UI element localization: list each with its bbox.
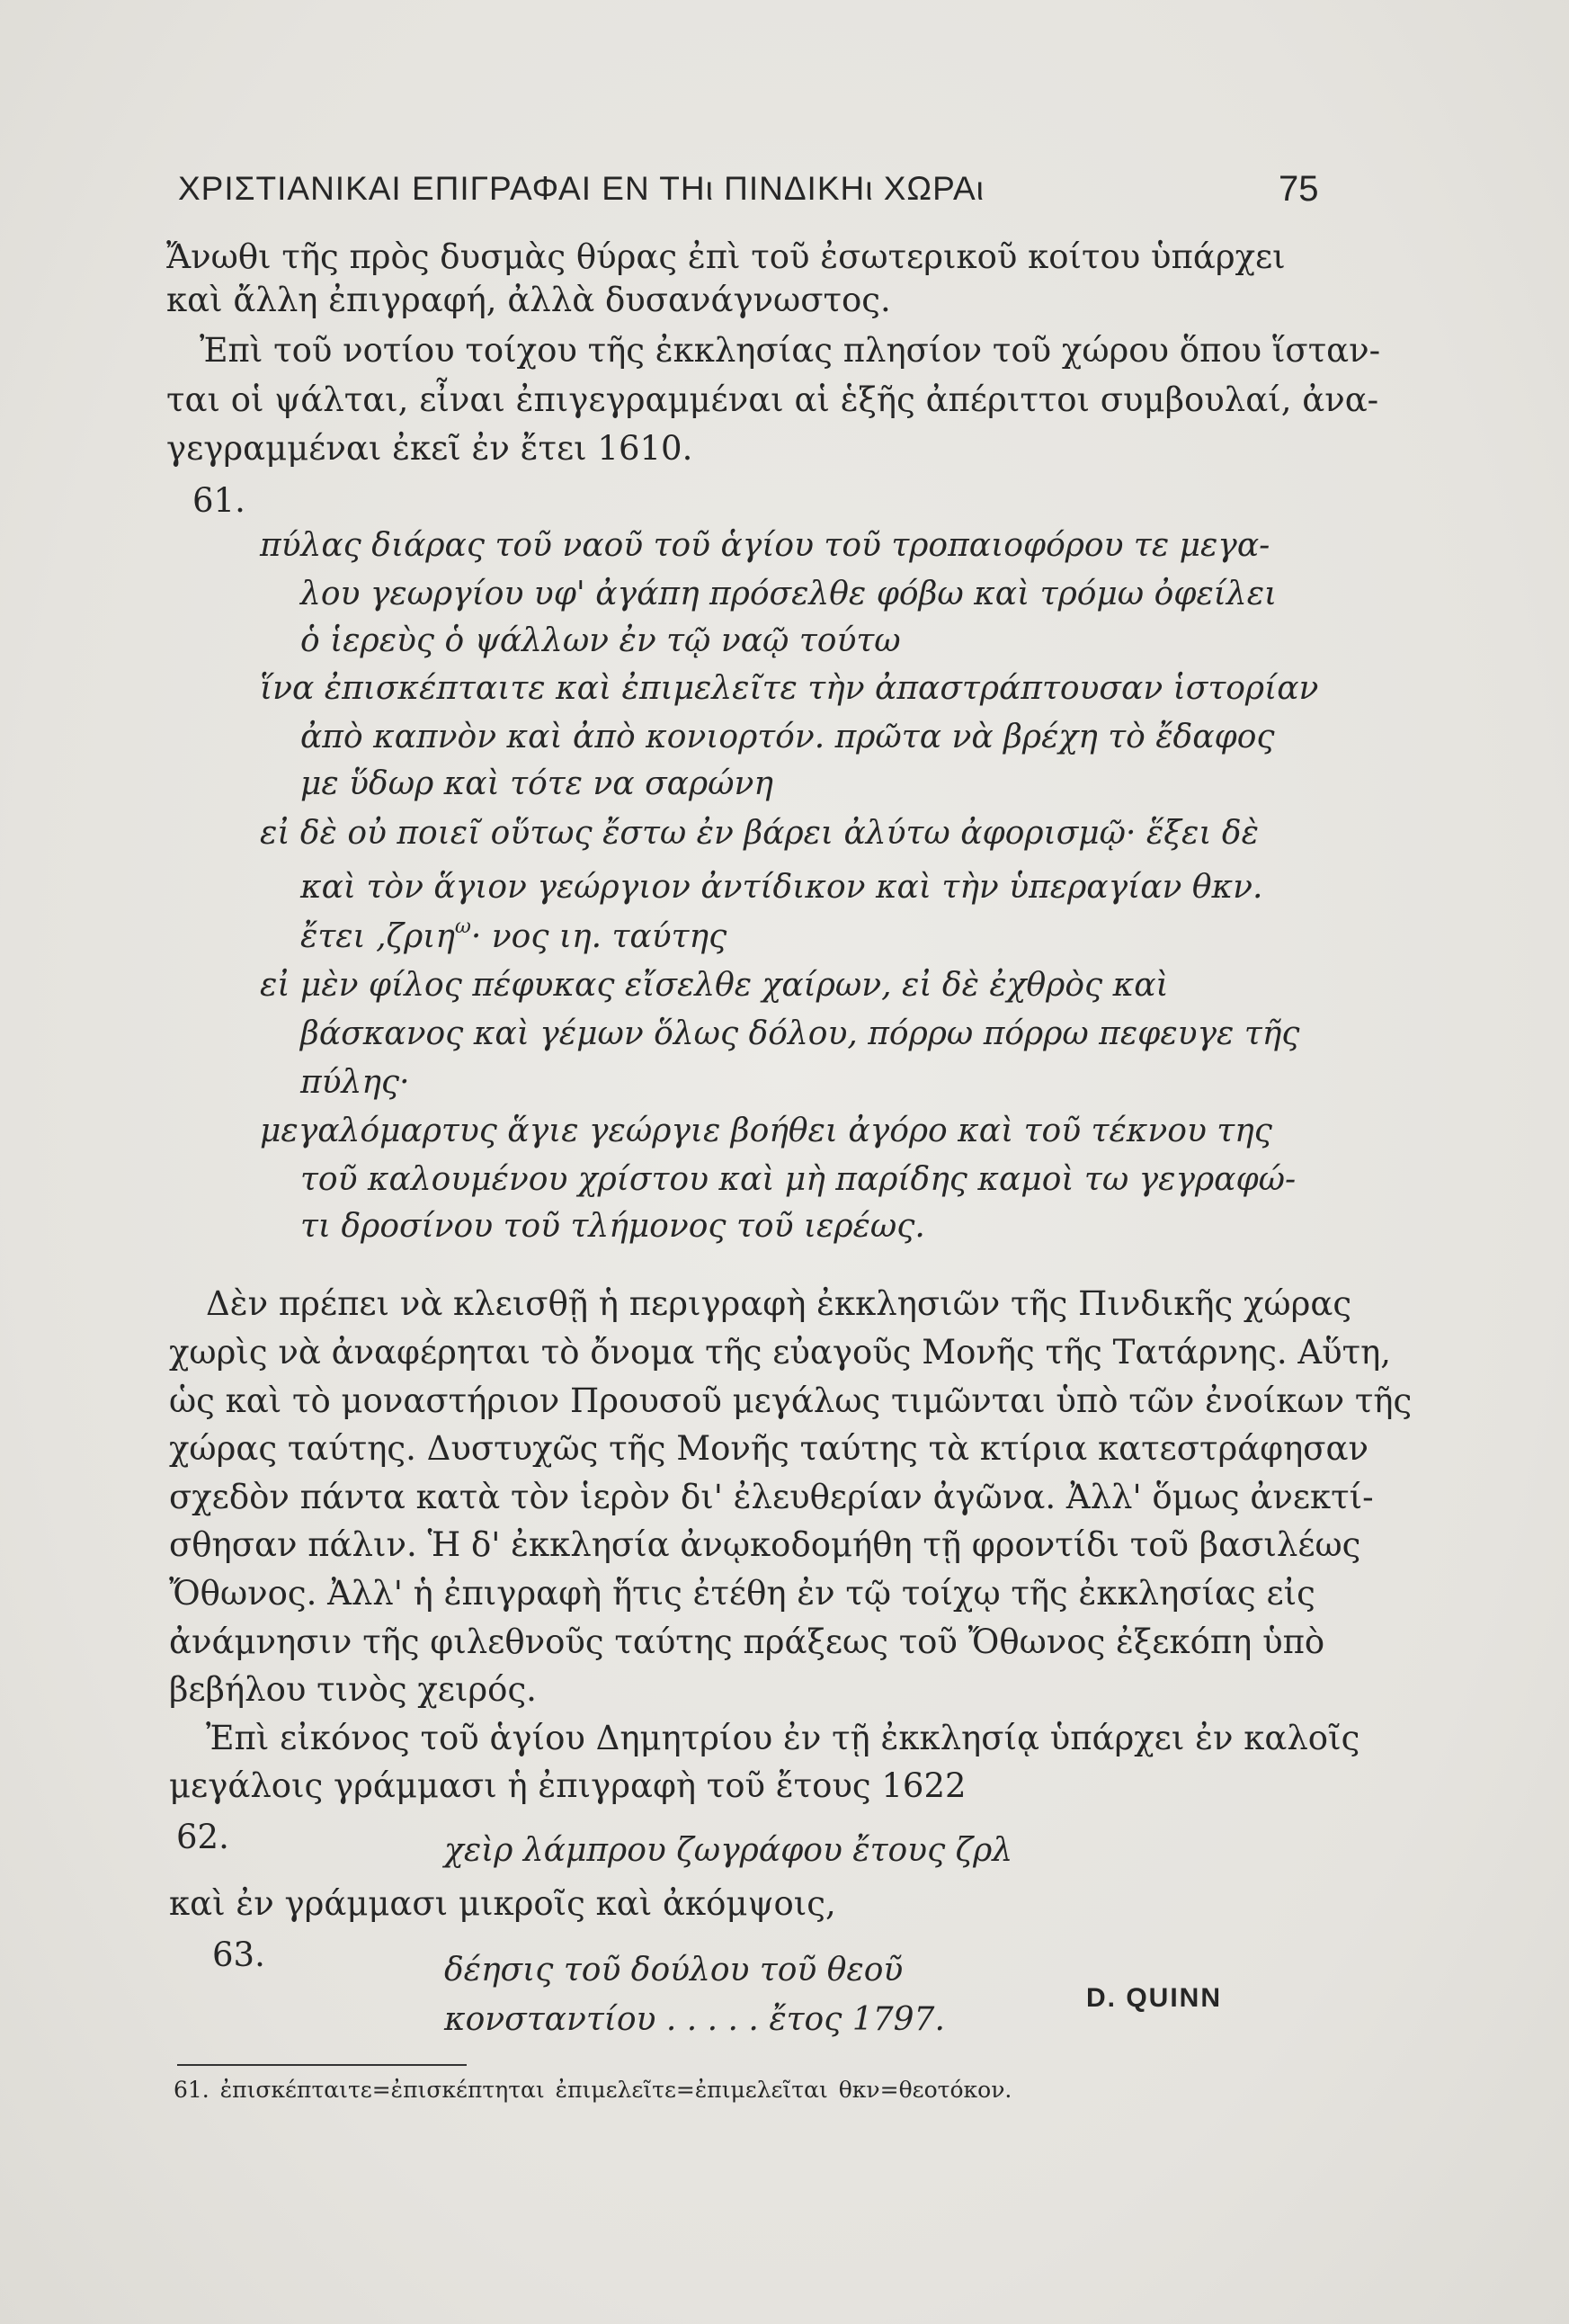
inscription-line: λου γεωργίου υφ' ἀγάπη πρόσελθε φόβω καὶ τρόμω ὀφείλει	[300, 576, 1278, 612]
small-letters-line: καὶ ἐν γράμμασι μικροῖς καὶ ἀκόμψοις,	[169, 1884, 836, 1923]
inscription-line: με ὕδωρ καὶ τότε να σαρώνη	[300, 765, 773, 802]
footnote	[174, 2069, 1012, 2112]
inscription-line: βάσκανος καὶ γέμων ὅλως δόλου, πόρρω πόρρω πεφευγε τῆς	[300, 1015, 1300, 1052]
footnote-number: 61.	[174, 2077, 209, 2103]
running-title: ΧΡΙΣΤΙΑΝΙΚΑΙ ΕΠΙΓΡΑΦΑΙ ΕΝ ΤΗι ΠΙΝΔΙΚΗι ΧΩΡΑι	[178, 170, 985, 207]
intro-line: γεγραμμέναι ἐκεῖ ἐν ἔτει 1610.	[166, 429, 693, 468]
year-suffix: · νος ιη. ταύτης	[470, 918, 727, 955]
page-number: 75	[1279, 169, 1319, 209]
paragraph-line: χώρας ταύτης. Δυστυχῶς τῆς Μονῆς ταύτης τὰ κτίρια κατεστράφησαν	[169, 1429, 1368, 1468]
inscription-line: δέησις τοῦ δούλου τοῦ θεοῦ	[444, 1952, 904, 1989]
inscription-number: 61.	[192, 481, 245, 520]
paragraph-line: Ὄθωνος. Ἀλλ' ἡ ἐπιγραφὴ ἥτις ἐτέθη ἐν τῷ τοίχῳ τῆς ἐκκλησίας εἰς	[169, 1574, 1315, 1613]
inscription-line: τοῦ καλουμένου χρίστου καὶ μὴ παρίδης καμοὶ τω γεγραφώ-	[300, 1161, 1297, 1198]
intro-line: Ἄνωθι τῆς πρὸς δυσμὰς θύρας ἐπὶ τοῦ ἐσωτερικοῦ κοίτου ὑπάρχει	[166, 237, 1286, 276]
inscription-line: πύλας διάρας τοῦ ναοῦ τοῦ ἁγίου τοῦ τροπαιοφόρου τε μεγα-	[260, 527, 1270, 564]
paragraph-line: ὡς καὶ τὸ μοναστήριον Προυσοῦ μεγάλως τιμῶνται ὑπὸ τῶν ἐνοίκων τῆς	[169, 1381, 1413, 1420]
paragraph-line: ἀνάμνησιν τῆς φιλεθνοῦς ταύτης πράξεως τοῦ Ὄθωνος ἐξεκόπη ὑπὸ	[169, 1622, 1325, 1661]
intro-line: ται οἱ ψάλται, εἶναι ἐπιγεγραμμέναι αἱ ἑξῆς ἀπέριττοι συμβουλαί, ἀνα-	[166, 380, 1379, 419]
inscription-number: 62.	[176, 1818, 229, 1856]
inscription-line: εἰ μὲν φίλος πέφυκας εἴσελθε χαίρων, εἰ δὲ ἐχθρὸς καὶ	[260, 967, 1169, 1004]
year-prefix: ἔτει ,ζριη	[300, 918, 455, 955]
inscription-line: μεγαλόμαρτυς ἅγιε γεώργιε βοήθει ἀγόρο καὶ τοῦ τέκνου της	[260, 1113, 1272, 1149]
inscription-line: κονσταντίου . . . . . ἔτος 1797.	[444, 2001, 945, 2038]
intro-line: καὶ ἄλλη ἐπιγραφή, ἀλλὰ δυσανάγνωστος.	[166, 281, 891, 319]
paragraph-line: σθησαν πάλιν. Ἡ δ' ἐκκλησία ἀνῳκοδομήθη τῇ φροντίδι τοῦ βασιλέως	[169, 1525, 1361, 1564]
footnote-divider	[177, 2064, 467, 2066]
inscription-line: τι δροσίνου τοῦ τλήμονος τοῦ ιερέως.	[300, 1208, 925, 1245]
inscription-number: 63.	[212, 1935, 265, 1974]
inscription-line: χεὶρ λάμπρου ζωγράφου ἔτους ζρλ	[444, 1832, 1013, 1869]
inscription-line: ἀπὸ καπνὸν καὶ ἀπὸ κονιορτόν. πρῶτα νὰ βρέχη τὸ ἔδαφος	[300, 719, 1275, 755]
inscription-line: πύλης·	[300, 1064, 410, 1101]
year-superscript: ω	[454, 916, 471, 938]
inscription-year-line	[300, 916, 727, 963]
paragraph-line: βεβήλου τινὸς χειρός.	[169, 1670, 537, 1709]
paragraph-line: Ἐπὶ εἰκόνος τοῦ ἁγίου Δημητρίου ἐν τῇ ἐκκλησίᾳ ὑπάρχει ἐν καλοῖς	[206, 1719, 1360, 1757]
footnote-text: ἐπισκέπταιτε=ἐπισκέπτηται ἐπιμελεῖτε=ἐπιμελεῖται θκν=θεοτόκον.	[219, 2077, 1012, 2103]
author-signature: D. QUINN	[1086, 1983, 1222, 2013]
paragraph-line: χωρὶς νὰ ἀναφέρηται τὸ ὄνομα τῆς εὐαγοῦς Μονῆς τῆς Τατάρνης. Αὕτη,	[169, 1333, 1392, 1372]
paragraph-line: μεγάλοις γράμμασι ἡ ἐπιγραφὴ τοῦ ἔτους 1622	[169, 1766, 967, 1805]
paragraph-line: σχεδὸν πάντα κατὰ τὸν ἱερὸν δι' ἐλευθερίαν ἀγῶνα. Ἀλλ' ὅμως ἀνεκτί-	[169, 1478, 1374, 1516]
inscription-line: ὁ ἱερεὺς ὁ ψάλλων ἐν τῷ ναῷ τούτω	[300, 622, 901, 659]
inscription-line: εἰ δὲ οὐ ποιεῖ οὕτως ἔστω ἐν βάρει ἀλύτω ἀφορισμῷ· ἕξει δὲ	[260, 815, 1259, 852]
paragraph-line: Δὲν πρέπει νὰ κλεισθῇ ἡ περιγραφὴ ἐκκλησιῶν τῆς Πινδικῆς χώρας	[206, 1284, 1352, 1323]
intro-line: Ἐπὶ τοῦ νοτίου τοίχου τῆς ἐκκλησίας πλησίον τοῦ χώρου ὅπου ἵσταν-	[200, 331, 1381, 370]
inscription-line: ἵνα ἐπισκέπταιτε καὶ ἐπιμελεῖτε τὴν ἀπαστράπτουσαν ἱστορίαν	[260, 670, 1319, 707]
inscription-line: καὶ τὸν ἅγιον γεώργιον ἀντίδικον καὶ τὴν ὑπεραγίαν θκν.	[300, 869, 1263, 906]
